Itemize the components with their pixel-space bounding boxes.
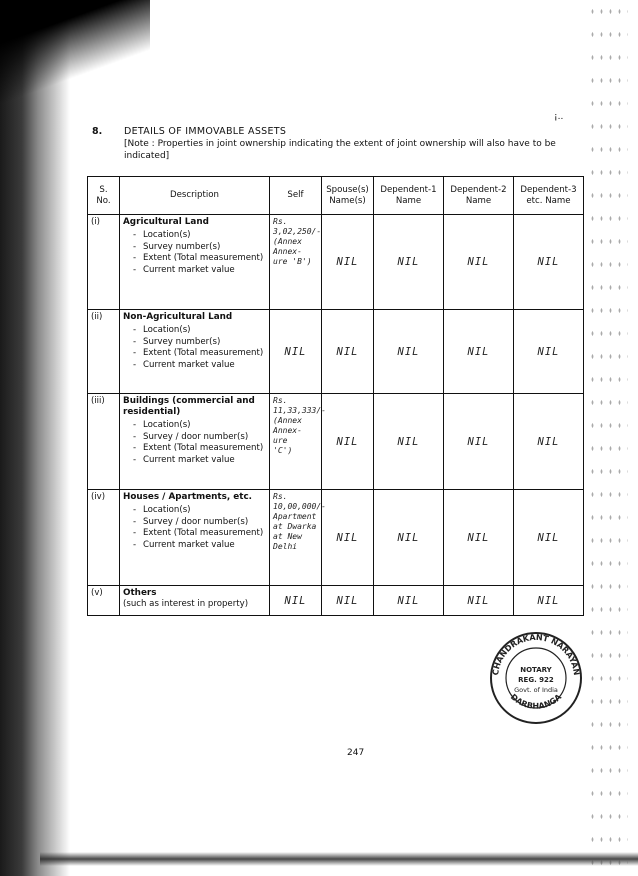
cell-self: Rs. 11,33,333/- (Annex Annex- ure 'C')	[270, 394, 322, 490]
row-sno: (iii)	[88, 394, 120, 490]
row-heading: Others	[123, 588, 157, 598]
row-description	[120, 394, 270, 490]
scan-speckle	[588, 0, 628, 876]
cell-dependent3: NIL	[514, 490, 584, 586]
sub-item: - Extent (Total measurement)	[133, 528, 266, 540]
cell-dependent2: NIL	[444, 310, 514, 394]
row-heading: Buildings (commercial and residential)	[123, 396, 255, 417]
stamp-place: DARBHANGA	[508, 692, 564, 711]
row-sno: (v)	[88, 586, 120, 616]
cell-dependent2: NIL	[444, 215, 514, 310]
scan-edge-top	[0, 0, 150, 120]
cell-spouse: NIL	[322, 394, 374, 490]
sub-item: - Location(s)	[133, 505, 266, 517]
row-sno: (i)	[88, 215, 120, 310]
sub-item: - Location(s)	[133, 230, 266, 242]
sub-item: - Extent (Total measurement)	[133, 253, 266, 265]
section-title: DETAILS OF IMMOVABLE ASSETS	[124, 126, 287, 137]
cell-dependent1: NIL	[374, 490, 444, 586]
sub-item: - Extent (Total measurement)	[133, 348, 266, 360]
cell-spouse: NIL	[322, 215, 374, 310]
sub-item: - Survey number(s)	[133, 337, 266, 349]
row-description	[120, 586, 270, 616]
col-header-spouse: Spouse(s) Name(s)	[322, 177, 374, 215]
cell-dependent1: NIL	[374, 310, 444, 394]
col-header-sno: S. No.	[88, 177, 120, 215]
col-header-dependent1: Dependent-1 Name	[374, 177, 444, 215]
sub-item: - Current market value	[133, 360, 266, 372]
cell-dependent1: NIL	[374, 586, 444, 616]
sub-item: - Current market value	[133, 455, 266, 467]
table-row	[88, 586, 584, 616]
row-heading: Non-Agricultural Land	[123, 312, 233, 322]
cell-dependent2: NIL	[444, 490, 514, 586]
sub-item: - Extent (Total measurement)	[133, 443, 266, 455]
scan-edge-left	[0, 0, 70, 876]
row-description	[120, 215, 270, 310]
col-header-dependent3: Dependent-3 etc. Name	[514, 177, 584, 215]
row-heading: Agricultural Land	[123, 217, 209, 227]
sub-item: - Location(s)	[133, 420, 266, 432]
sub-item: - Survey / door number(s)	[133, 432, 266, 444]
notary-stamp	[488, 630, 584, 726]
cell-dependent3: NIL	[514, 310, 584, 394]
table-row	[88, 394, 584, 490]
cell-spouse: NIL	[322, 310, 374, 394]
scan-edge-bottom	[40, 852, 638, 866]
row-subheading: (such as interest in property)	[123, 599, 249, 609]
table-row	[88, 490, 584, 586]
immovable-assets-table	[87, 176, 584, 616]
col-header-self: Self	[270, 177, 322, 215]
cell-self: NIL	[270, 586, 322, 616]
stamp-name: CHANDRAKANT NARAYAN	[491, 632, 581, 676]
cell-dependent3: NIL	[514, 586, 584, 616]
col-header-dependent2: Dependent-2 Name	[444, 177, 514, 215]
section-number: 8.	[92, 126, 103, 137]
cell-dependent2: NIL	[444, 586, 514, 616]
col-header-description: Description	[120, 177, 270, 215]
row-description	[120, 310, 270, 394]
sub-item: - Location(s)	[133, 325, 266, 337]
table-header-row	[88, 177, 584, 215]
page-number: 247	[347, 748, 365, 758]
cell-dependent1: NIL	[374, 394, 444, 490]
cell-dependent2: NIL	[444, 394, 514, 490]
cell-dependent1: NIL	[374, 215, 444, 310]
cell-dependent3: NIL	[514, 215, 584, 310]
stamp-title: NOTARY	[520, 666, 552, 674]
table-row	[88, 215, 584, 310]
row-sno: (iv)	[88, 490, 120, 586]
svg-text:DARBHANGA	[509, 692, 564, 711]
cell-spouse: NIL	[322, 490, 374, 586]
sub-item: - Current market value	[133, 265, 266, 277]
stamp-reg: REG. 922	[518, 676, 554, 684]
row-heading: Houses / Apartments, etc.	[123, 492, 252, 502]
sub-item: - Survey / door number(s)	[133, 517, 266, 529]
table-row	[88, 310, 584, 394]
corner-mark: ¡..	[554, 112, 564, 122]
cell-self: NIL	[270, 310, 322, 394]
cell-dependent3: NIL	[514, 394, 584, 490]
section-note: [Note : Properties in joint ownership indicating the extent of joint ownership will also have to be indicated]	[124, 139, 556, 161]
stamp-govt: Govt. of India	[514, 686, 558, 694]
sub-item: - Survey number(s)	[133, 242, 266, 254]
cell-spouse: NIL	[322, 586, 374, 616]
row-description	[120, 490, 270, 586]
cell-self: Rs. 3,02,250/- (Annex Annex- ure 'B')	[270, 215, 322, 310]
sub-item: - Current market value	[133, 540, 266, 552]
row-sno: (ii)	[88, 310, 120, 394]
cell-self: Rs. 10,00,000/- Apartment at Dwarka at New Delhi	[270, 490, 322, 586]
